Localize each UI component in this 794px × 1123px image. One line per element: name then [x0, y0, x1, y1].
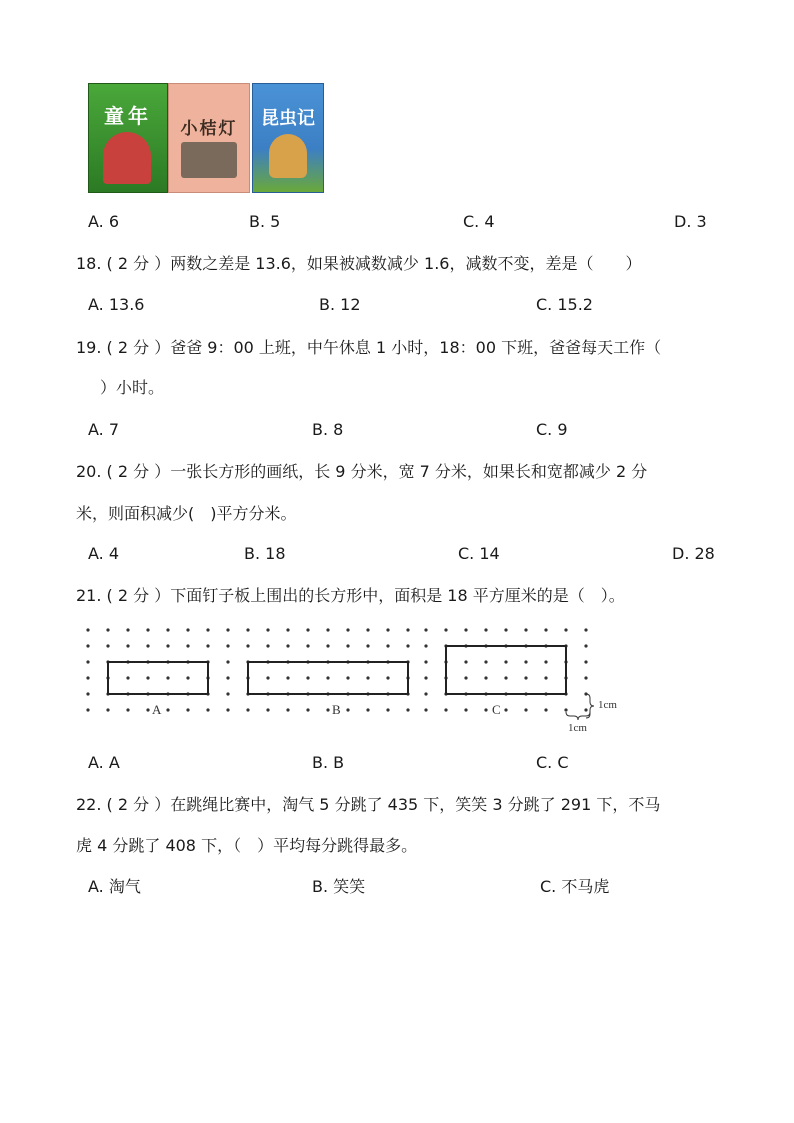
unit-brace-horizontal — [566, 712, 590, 720]
peg-dot — [226, 676, 229, 679]
peg-dot — [246, 708, 249, 711]
peg-dot — [146, 708, 149, 711]
peg-dot — [106, 628, 109, 631]
q18-option-c[interactable]: C. 15.2 — [536, 295, 593, 314]
peg-dot — [564, 708, 567, 711]
peg-dot — [126, 644, 129, 647]
peg-dot — [424, 676, 427, 679]
q22-option-a[interactable]: A. 淘气 — [88, 877, 141, 896]
peg-dot — [226, 708, 229, 711]
book-cover-kunchongji — [252, 83, 324, 193]
peg-dot — [166, 676, 169, 679]
peg-dot — [306, 644, 309, 647]
peg-dot — [424, 660, 427, 663]
peg-dot — [366, 708, 369, 711]
peg-dot — [584, 708, 587, 711]
q21-text: 21. ( 2 分 ）下面钉子板上围出的长方形中，面积是 18 平方厘米的是（ ）。 — [76, 586, 625, 605]
book-title: 昆虫记 — [261, 108, 315, 129]
peg-dot — [484, 708, 487, 711]
rect-c — [446, 646, 566, 694]
peg-dot — [346, 708, 349, 711]
peg-dot — [406, 628, 409, 631]
q22-text-line2: 虎 4 分跳了 408 下，（ ）平均每分跳得最多。 — [76, 836, 418, 855]
peg-dot — [166, 644, 169, 647]
peg-dot — [504, 628, 507, 631]
q21-option-b[interactable]: B. B — [312, 753, 345, 772]
figure-label-a: A — [152, 702, 162, 717]
peg-dot — [206, 708, 209, 711]
peg-dot — [286, 676, 289, 679]
peg-dot — [126, 628, 129, 631]
peg-dot — [504, 676, 507, 679]
pegboard-dots — [86, 628, 587, 711]
peg-dot — [424, 644, 427, 647]
peg-dot — [524, 676, 527, 679]
peg-dot — [226, 660, 229, 663]
peg-dot — [386, 628, 389, 631]
peg-dot — [146, 644, 149, 647]
peg-dot — [424, 692, 427, 695]
peg-dot — [266, 628, 269, 631]
peg-dot — [226, 692, 229, 695]
peg-dot — [86, 644, 89, 647]
peg-dot — [226, 628, 229, 631]
peg-dot — [544, 708, 547, 711]
q18-option-a[interactable]: A. 13.6 — [88, 295, 145, 314]
peg-dot — [186, 628, 189, 631]
q17-option-a[interactable]: A. 6 — [88, 212, 120, 231]
peg-dot — [464, 676, 467, 679]
unit-label-vertical: 1cm — [598, 699, 617, 711]
peg-dot — [326, 676, 329, 679]
peg-dot — [484, 676, 487, 679]
peg-dot — [504, 708, 507, 711]
peg-dot — [444, 708, 447, 711]
q22-option-c[interactable]: C. 不马虎 — [540, 877, 610, 896]
q20-option-d[interactable]: D. 28 — [672, 544, 715, 563]
peg-dot — [366, 644, 369, 647]
peg-dot — [504, 660, 507, 663]
peg-dot — [266, 644, 269, 647]
peg-dot — [306, 708, 309, 711]
q22-text-line1: 22. ( 2 分 ）在跳绳比赛中，淘气 5 分跳了 435 下，笑笑 3 分跳了 291 下，不马 — [76, 795, 661, 814]
peg-dot — [126, 708, 129, 711]
peg-dot — [584, 628, 587, 631]
book-illustration — [269, 134, 307, 178]
book-cover-xiaojudeng — [168, 83, 250, 193]
peg-dot — [584, 676, 587, 679]
peg-dot — [186, 708, 189, 711]
peg-dot — [406, 644, 409, 647]
peg-dot — [544, 628, 547, 631]
q21-option-a[interactable]: A. A — [88, 753, 120, 772]
peg-dot — [286, 708, 289, 711]
peg-dot — [226, 644, 229, 647]
peg-dot — [86, 708, 89, 711]
q19-option-c[interactable]: C. 9 — [536, 420, 568, 439]
peg-dot — [444, 628, 447, 631]
book-title: 童年 — [104, 104, 152, 128]
peg-dot — [166, 628, 169, 631]
book-cover-tongnian — [88, 83, 168, 193]
peg-dot — [306, 676, 309, 679]
q17-option-b[interactable]: B. 5 — [249, 212, 281, 231]
peg-dot — [484, 660, 487, 663]
peg-dot — [86, 628, 89, 631]
peg-dot — [464, 660, 467, 663]
q20-option-c[interactable]: C. 14 — [458, 544, 500, 563]
peg-dot — [286, 644, 289, 647]
peg-dot — [186, 676, 189, 679]
peg-dot — [266, 676, 269, 679]
peg-dot — [386, 644, 389, 647]
peg-dot — [386, 676, 389, 679]
peg-dot — [386, 708, 389, 711]
peg-dot — [484, 628, 487, 631]
q18-option-b[interactable]: B. 12 — [319, 295, 361, 314]
book-title: 小桔灯 — [180, 119, 238, 139]
q20-text-line2: 米，则面积减少( )平方分米。 — [76, 504, 297, 523]
peg-dot — [564, 628, 567, 631]
peg-dot — [206, 628, 209, 631]
peg-dot — [424, 708, 427, 711]
peg-dot — [246, 628, 249, 631]
peg-dot — [306, 628, 309, 631]
peg-dot — [286, 628, 289, 631]
peg-dot — [524, 660, 527, 663]
peg-dot — [146, 628, 149, 631]
peg-dot — [146, 676, 149, 679]
peg-dot — [544, 660, 547, 663]
peg-dot — [584, 660, 587, 663]
peg-dot — [166, 708, 169, 711]
peg-dot — [326, 628, 329, 631]
figure-label-b: B — [332, 702, 341, 717]
peg-dot — [366, 676, 369, 679]
q19-option-a[interactable]: A. 7 — [88, 420, 120, 439]
q22-option-b[interactable]: B. 笑笑 — [312, 877, 366, 896]
peg-dot — [266, 708, 269, 711]
peg-dot — [106, 644, 109, 647]
peg-dot — [584, 644, 587, 647]
q19-text-line2: ）小时。 — [100, 378, 165, 397]
q19-option-b[interactable]: B. 8 — [312, 420, 344, 439]
q17-option-c[interactable]: C. 4 — [463, 212, 495, 231]
peg-dot — [346, 644, 349, 647]
q20-text-line1: 20. ( 2 分 ）一张长方形的画纸，长 9 分米，宽 7 分米，如果长和宽都减少 2 分 — [76, 462, 648, 481]
peg-dot — [126, 676, 129, 679]
peg-dot — [326, 644, 329, 647]
peg-dot — [106, 708, 109, 711]
peg-dot — [346, 628, 349, 631]
peg-dot — [464, 628, 467, 631]
peg-dot — [464, 708, 467, 711]
peg-dot — [86, 676, 89, 679]
q18-text: 18. ( 2 分 ）两数之差是 13.6，如果被减数减少 1.6，减数不变，差是（ ） — [76, 254, 642, 273]
figure-label-c: C — [492, 702, 501, 717]
peg-dot — [346, 676, 349, 679]
peg-dot — [524, 708, 527, 711]
book-illustration — [181, 142, 237, 178]
peg-dot — [366, 628, 369, 631]
peg-dot — [206, 644, 209, 647]
q20-option-a[interactable]: A. 4 — [88, 544, 120, 563]
book-illustration — [103, 132, 151, 184]
q20-option-b[interactable]: B. 18 — [244, 544, 286, 563]
q21-option-c[interactable]: C. C — [536, 753, 569, 772]
peg-dot — [246, 644, 249, 647]
rect-a — [108, 662, 208, 694]
q19-text-line1: 19. ( 2 分 ）爸爸 9：00 上班，中午休息 1 小时，18：00 下班，爸爸每天工作（ — [76, 338, 662, 357]
peg-dot — [524, 628, 527, 631]
pegboard-figure — [80, 622, 640, 732]
peg-dot — [544, 676, 547, 679]
peg-dot — [326, 708, 329, 711]
peg-dot — [86, 692, 89, 695]
peg-dot — [424, 628, 427, 631]
peg-dot — [86, 660, 89, 663]
unit-label-horizontal: 1cm — [568, 722, 587, 732]
peg-dot — [186, 644, 189, 647]
peg-dot — [406, 708, 409, 711]
q17-option-d[interactable]: D. 3 — [674, 212, 707, 231]
